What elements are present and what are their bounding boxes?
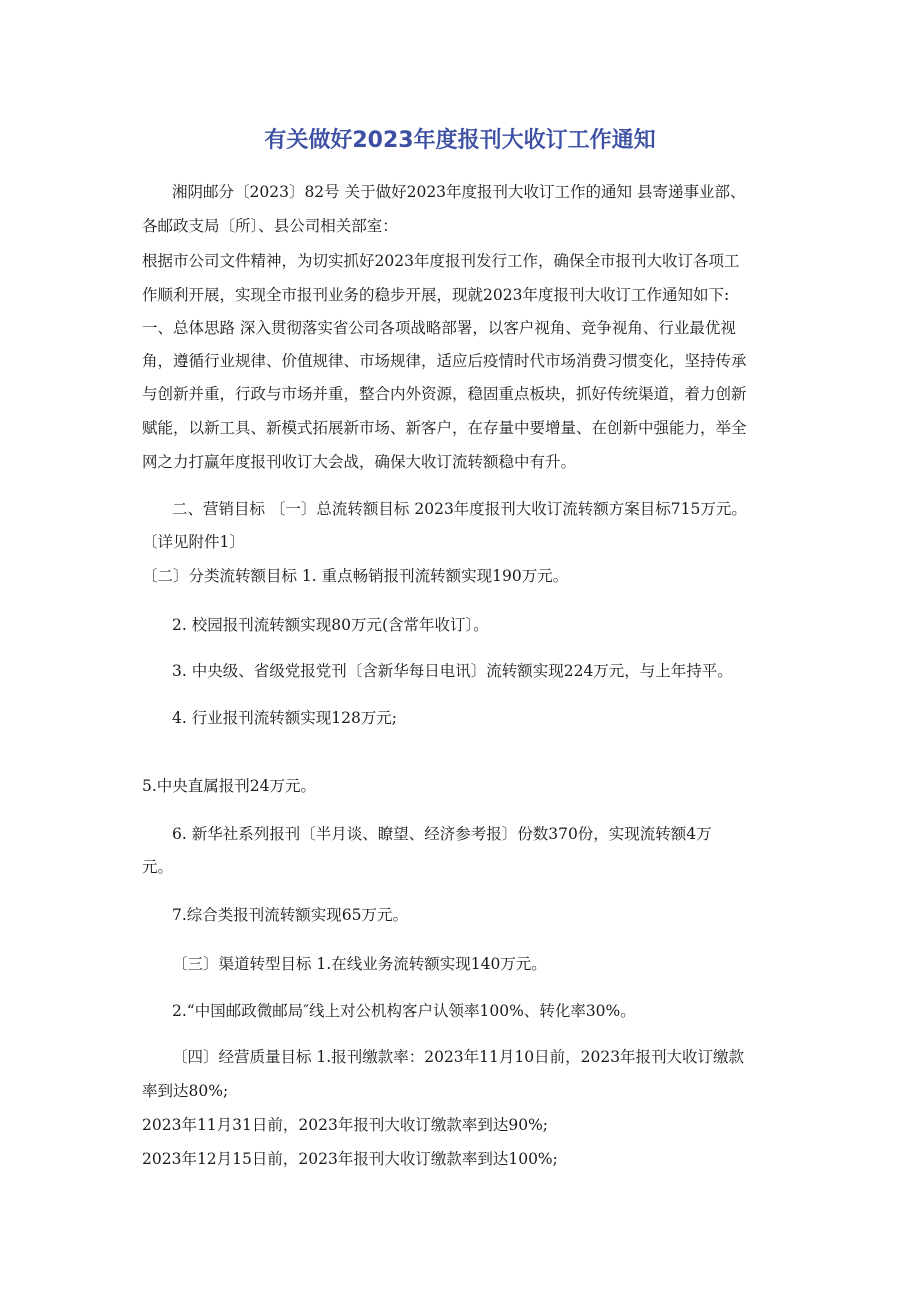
paragraph-line: 根据市公司文件精神，为切实抓好2023年度报刊发行工作，确保全市报刊大收订各项工 [142, 252, 740, 270]
paragraph-line: 一、总体思路 深入贯彻落实省公司各项战略部署，以客户视角、竞争视角、行业最优视 [142, 319, 736, 337]
paragraph-line: 元。 [142, 858, 174, 876]
paragraph-line: 5.中央直属报刊24万元。 [142, 777, 317, 795]
paragraph-line: 〔二〕分类流转额目标 1. 重点畅销报刊流转额实现190万元。 [142, 567, 569, 585]
paragraph-line: 2023年11月31日前，2023年报刊大收订缴款率到达90%; [142, 1116, 549, 1134]
paragraph-line: 湘阴邮分〔2023〕82号 关于做好2023年度报刊大收订工作的通知 县寄递事业部、 [172, 183, 746, 201]
paragraph-line: 率到达80%; [142, 1082, 229, 1100]
paragraph-line: 3. 中央级、省级党报党刊〔含新华每日电讯〕流转额实现224万元，与上年持平。 [172, 662, 733, 680]
paragraph-line: 赋能，以新工具、新模式拓展新市场、新客户，在存量中要增量、在创新中强能力，举全 [142, 419, 747, 437]
paragraph-line: 网之力打赢年度报刊收订大会战，确保大收订流转额稳中有升。 [142, 453, 577, 471]
paragraph-line: 〔详见附件1〕 [142, 533, 245, 551]
paragraph-line: 6. 新华社系列报刊〔半月谈、瞭望、经济参考报〕份数370份，实现流转额4万 [172, 825, 712, 843]
paragraph-line: 〔四〕经营质量目标 1.报刊缴款率：2023年11月10日前，2023年报刊大收订缴款 [172, 1048, 745, 1066]
paragraph-line: 4. 行业报刊流转额实现128万元; [172, 709, 398, 727]
paragraph-line: 作顺利开展，实现全市报刊业务的稳步开展，现就2023年度报刊大收订工作通知如下: [142, 286, 730, 304]
paragraph-line: 〔三〕渠道转型目标 1.在线业务流转额实现140万元。 [172, 955, 547, 973]
paragraph-line: 角，遵循行业规律、价值规律、市场规律，适应后疫情时代市场消费习惯变化，坚持传承 [142, 352, 747, 370]
paragraph-line: 7.综合类报刊流转额实现65万元。 [172, 906, 409, 924]
document-title: 有关做好2023年度报刊大收订工作通知 [264, 128, 656, 153]
paragraph-line: 2023年12月15日前，2023年报刊大收订缴款率到达100%; [142, 1150, 558, 1168]
paragraph-line: 与创新并重，行政与市场并重，整合内外资源，稳固重点板块，抓好传统渠道，着力创新 [142, 385, 747, 403]
paragraph-line: 二、营销目标 〔一〕总流转额目标 2023年度报刊大收订流转额方案目标715万元。 [172, 500, 747, 518]
paragraph-line: 2.“中国邮政微邮局″线上对公机构客户认领率100%、转化率30%。 [172, 1002, 636, 1020]
paragraph-line: 2. 校园报刊流转额实现80万元(含常年收订〕。 [172, 616, 489, 634]
paragraph-line: 各邮政支局〔所〕、县公司相关部室： [142, 217, 398, 235]
